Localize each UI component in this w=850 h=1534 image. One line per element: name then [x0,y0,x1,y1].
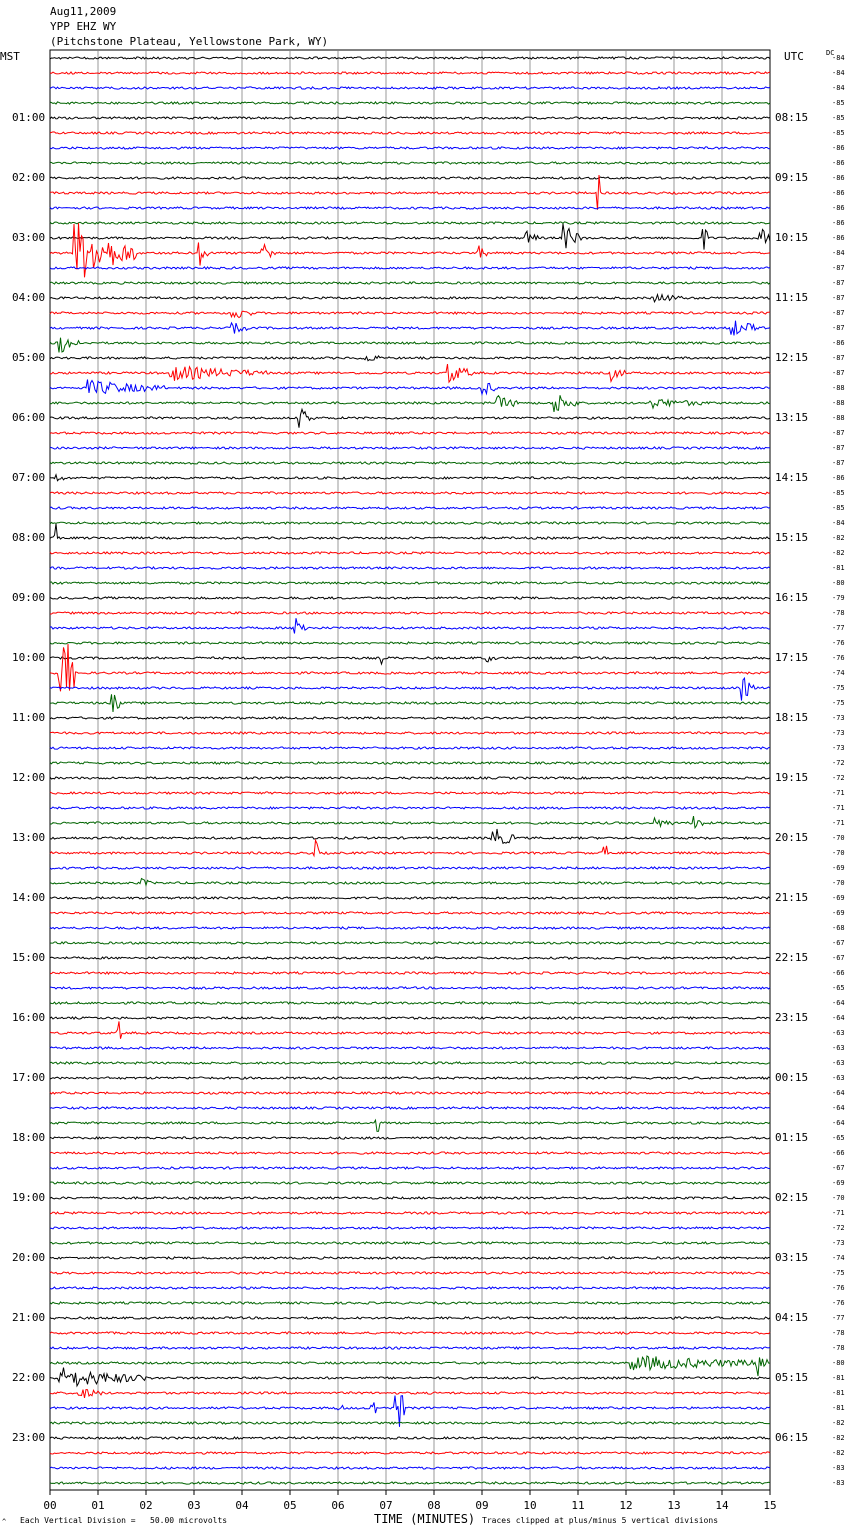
trace-line [50,222,770,224]
trace-line [50,57,770,59]
station-code: YPP EHZ WY [50,20,117,33]
trace-line [50,1332,770,1334]
dc-offset-label: -69 [832,864,845,872]
right-hour-label: 16:15 [775,591,809,604]
dc-offset-label: -82 [832,1419,845,1427]
right-hour-label: 13:15 [775,411,809,424]
x-tick-label: 02 [139,1499,153,1512]
left-hour-label: 19:00 [12,1191,46,1204]
dc-offset-label: -87 [832,294,845,302]
trace-line [50,1368,770,1386]
dc-offset-label: -84 [832,519,845,527]
dc-offset-label: -79 [832,594,845,602]
trace-line [50,1356,770,1376]
trace-line [50,1422,770,1424]
right-hour-label: 20:15 [775,831,809,844]
dc-offset-label: -78 [832,609,845,617]
dc-offset-label: -70 [832,834,845,842]
dc-offset-label: -85 [832,114,845,122]
trace-line [50,642,770,644]
right-hour-label: 18:15 [775,711,809,724]
dc-offset-label: -66 [832,1149,845,1157]
dc-offset-label: -80 [832,579,845,587]
trace-line [50,1227,770,1229]
right-hour-label: 03:15 [775,1251,809,1264]
dc-offset-label: -72 [832,759,845,767]
x-tick-label: 09 [475,1499,489,1512]
dc-offset-label: -86 [832,219,845,227]
left-hour-label: 15:00 [12,951,46,964]
trace-line [50,1002,770,1004]
trace-line [50,338,770,353]
trace-line [50,1242,770,1244]
trace-line [50,807,770,809]
dc-offset-label: -77 [832,624,845,632]
left-hour-label: 10:00 [12,651,46,664]
dc-offset-label: -63 [832,1059,845,1067]
left-hour-label: 14:00 [12,891,46,904]
dc-offset-label: -80 [832,1359,845,1367]
dc-offset-label: -66 [832,969,845,977]
x-tick-label: 04 [235,1499,249,1512]
right-hour-label: 23:15 [775,1011,809,1024]
dc-offset-label: -64 [832,1119,845,1127]
right-hour-label: 11:15 [775,291,809,304]
x-tick-label: 06 [331,1499,345,1512]
trace-line [50,87,770,89]
dc-offset-label: -83 [832,1464,845,1472]
trace-line [50,897,770,899]
right-hour-label: 21:15 [775,891,809,904]
dc-offset-label: -70 [832,849,845,857]
trace-line [50,1062,770,1064]
trace-line [50,311,770,317]
trace-line [50,987,770,989]
trace-line [50,295,770,302]
dc-offset-label: -87 [832,369,845,377]
station-location: (Pitchstone Plateau, Yellowstone Park, WY) [50,35,329,48]
trace-line [50,840,770,855]
dc-offset-label: -75 [832,684,845,692]
x-tick-label: 13 [667,1499,681,1512]
left-hour-label: 21:00 [12,1311,46,1324]
dc-offset-label: -71 [832,1209,845,1217]
dc-offset-label: -88 [832,414,845,422]
dc-offset-label: -63 [832,1074,845,1082]
left-hour-label: 18:00 [12,1131,46,1144]
dc-offset-label: -86 [832,339,845,347]
trace-line [50,132,770,134]
right-hour-label: 08:15 [775,111,809,124]
trace-line [50,747,770,749]
x-tick-label: 00 [43,1499,57,1512]
trace-line [50,942,770,944]
trace-line [50,267,770,269]
dc-offset-label: -86 [832,474,845,482]
trace-line [50,1317,770,1319]
trace-line [50,1047,770,1049]
dc-offset-label: -69 [832,1179,845,1187]
trace-line [50,177,770,179]
scale-note: Each Vertical Division = 50.00 microvolts [20,1516,228,1525]
dc-offset-label: -73 [832,744,845,752]
trace-line [50,1120,770,1131]
dc-offset-label: -76 [832,1299,845,1307]
dc-offset-label: -87 [832,279,845,287]
x-tick-label: 05 [283,1499,297,1512]
trace-line [50,1197,770,1199]
dc-offset-label: -64 [832,1014,845,1022]
dc-offset-label: -68 [832,924,845,932]
dc-offset-label: -87 [832,264,845,272]
dc-offset-label: -73 [832,1239,845,1247]
left-hour-label: 22:00 [12,1371,46,1384]
trace-line [50,829,770,843]
dc-offset-label: -65 [832,984,845,992]
corner-mark: ^ [2,1518,7,1526]
trace-line [50,162,770,164]
dc-offset-label: -67 [832,1164,845,1172]
trace-line [50,678,770,701]
trace-line [50,1347,770,1349]
trace-line [50,552,770,554]
clip-note: Traces clipped at plus/minus 5 vertical divisions [482,1516,719,1525]
trace-line [50,762,770,764]
trace-line [50,1182,770,1184]
right-hour-label: 14:15 [775,471,809,484]
left-hour-label: 09:00 [12,591,46,604]
trace-line [50,321,770,336]
left-hour-label: 04:00 [12,291,46,304]
trace-line [50,447,770,449]
dc-offset-label: -81 [832,1404,845,1412]
x-tick-label: 07 [379,1499,393,1512]
trace-line [50,1452,770,1454]
x-tick-label: 08 [427,1499,441,1512]
dc-offset-label: -81 [832,1374,845,1382]
trace-line [50,957,770,959]
trace-line [50,1257,770,1259]
dc-offset-label: -86 [832,174,845,182]
plot-frame [50,50,770,1490]
trace-line [50,224,770,250]
dc-offset-label: -63 [832,1044,845,1052]
right-hour-label: 22:15 [775,951,809,964]
trace-line [50,1017,770,1019]
trace-line [50,1077,770,1079]
x-axis-label: TIME (MINUTES) [374,1512,476,1526]
dc-offset-label: -74 [832,1254,845,1262]
dc-offset-label: -87 [832,444,845,452]
right-hour-label: 17:15 [775,651,809,664]
trace-line [50,223,770,277]
dc-offset-label: -76 [832,654,845,662]
trace-line [50,1212,770,1214]
dc-offset-label: -63 [832,1029,845,1037]
dc-offset-label: -78 [832,1344,845,1352]
dc-offset-label: -86 [832,204,845,212]
trace-line [50,1482,770,1484]
left-hour-label: 05:00 [12,351,46,364]
left-hour-label: 17:00 [12,1071,46,1084]
dc-offset-label: -86 [832,234,845,242]
trace-line [50,1021,770,1038]
trace-line [50,657,770,664]
trace-line [50,927,770,929]
right-hour-label: 10:15 [775,231,809,244]
trace-line [50,522,770,524]
trace-line [50,717,770,719]
dc-offset-label: -84 [832,69,845,77]
trace-line [50,567,770,569]
dc-offset-label: -86 [832,159,845,167]
dc-offset-label: -69 [832,909,845,917]
left-hour-label: 01:00 [12,111,46,124]
record-date: Aug11,2009 [50,5,117,18]
dc-offset-label: -87 [832,354,845,362]
trace-line [50,409,770,427]
right-hour-label: 12:15 [775,351,809,364]
trace-line [50,492,770,494]
trace-line [50,1287,770,1289]
trace-line [50,380,770,395]
trace-line [50,597,770,599]
dc-offset-label: -88 [832,384,845,392]
dc-offset-label: -71 [832,789,845,797]
dc-offset-label: -87 [832,459,845,467]
dc-offset-label: -81 [832,1389,845,1397]
dc-offset-label: -70 [832,879,845,887]
dc-offset-label: -81 [832,564,845,572]
dc-offset-label: -75 [832,1269,845,1277]
trace-line [50,507,770,509]
dc-offset-label: -84 [832,249,845,257]
dc-offset-label: -73 [832,729,845,737]
trace-line [50,1390,770,1398]
trace-line [50,1302,770,1304]
right-hour-label: 01:15 [775,1131,809,1144]
x-tick-label: 11 [571,1499,585,1512]
dc-offset-label: -84 [832,54,845,62]
dc-offset-label: -74 [832,669,845,677]
right-hour-label: 19:15 [775,771,809,784]
right-hour-label: 00:15 [775,1071,809,1084]
right-hour-label: 04:15 [775,1311,809,1324]
trace-line [50,1107,770,1109]
dc-offset-label: -84 [832,84,845,92]
left-hour-label: 11:00 [12,711,46,724]
trace-line [50,879,770,886]
trace-line [50,1437,770,1439]
trace-line [50,207,770,209]
trace-line [50,972,770,974]
left-hour-label: 16:00 [12,1011,46,1024]
dc-offset-label: -72 [832,774,845,782]
left-hour-label: 03:00 [12,231,46,244]
trace-line [50,582,770,584]
trace-line [50,432,770,434]
trace-line [50,1272,770,1274]
trace-line [50,777,770,779]
dc-offset-label: -87 [832,324,845,332]
trace-line [50,1152,770,1154]
left-hour-label: 06:00 [12,411,46,424]
left-hour-label: 07:00 [12,471,46,484]
left-hour-label: 12:00 [12,771,46,784]
trace-line [50,117,770,119]
dc-offset-label: -76 [832,639,845,647]
trace-line [50,364,770,382]
trace-line [50,72,770,74]
dc-offset-label: -70 [832,1194,845,1202]
dc-offset-label: -72 [832,1224,845,1232]
trace-line [50,618,770,633]
trace-line [50,524,770,539]
x-tick-label: 14 [715,1499,729,1512]
dc-offset-label: -69 [832,894,845,902]
dc-offset-label: -64 [832,1104,845,1112]
trace-line [50,395,770,412]
trace-line [50,732,770,734]
x-tick-label: 03 [187,1499,201,1512]
dc-offset-label: -65 [832,1134,845,1142]
x-tick-label: 12 [619,1499,633,1512]
trace-line [50,1467,770,1469]
dc-offset-label: -86 [832,189,845,197]
left-hour-label: 08:00 [12,531,46,544]
dc-offset-label: -76 [832,1284,845,1292]
trace-line [50,867,770,869]
dc-offset-label: -85 [832,99,845,107]
trace-line [50,1137,770,1139]
right-hour-label: 09:15 [775,171,809,184]
trace-line [50,612,770,614]
dc-offset-label: -71 [832,819,845,827]
dc-offset-label: -67 [832,939,845,947]
dc-offset-label: -82 [832,534,845,542]
trace-line [50,475,770,481]
dc-offset-label: -67 [832,954,845,962]
dc-title: DC [826,49,835,57]
trace-line [50,792,770,794]
x-tick-label: 10 [523,1499,537,1512]
right-hour-label: 06:15 [775,1431,809,1444]
right-hour-label: 02:15 [775,1191,809,1204]
dc-offset-label: -64 [832,999,845,1007]
left-hour-label: 02:00 [12,171,46,184]
trace-line [50,147,770,149]
dc-offset-label: -87 [832,309,845,317]
right-axis-title: UTC [784,50,804,63]
right-hour-label: 05:15 [775,1371,809,1384]
trace-line [50,102,770,104]
trace-line [50,356,770,361]
trace-line [50,1092,770,1094]
right-hour-label: 15:15 [775,531,809,544]
dc-offset-label: -85 [832,504,845,512]
dc-offset-label: -64 [832,1089,845,1097]
trace-line [50,912,770,914]
dc-offset-label: -75 [832,699,845,707]
dc-offset-label: -71 [832,804,845,812]
dc-offset-label: -78 [832,1329,845,1337]
trace-line [50,1167,770,1169]
dc-offset-label: -77 [832,1314,845,1322]
x-tick-label: 15 [763,1499,777,1512]
left-hour-label: 20:00 [12,1251,46,1264]
left-hour-label: 13:00 [12,831,46,844]
dc-offset-label: -85 [832,129,845,137]
x-tick-label: 01 [91,1499,105,1512]
trace-line [50,462,770,464]
dc-offset-label: -83 [832,1479,845,1487]
dc-offset-label: -85 [832,489,845,497]
trace-line [50,644,770,691]
dc-offset-label: -82 [832,1434,845,1442]
dc-offset-label: -82 [832,549,845,557]
dc-offset-label: -82 [832,1449,845,1457]
trace-line [50,694,770,712]
left-axis-title: MST [0,50,20,63]
trace-line [50,175,770,210]
trace-line [50,282,770,284]
trace-line [50,816,770,828]
dc-offset-label: -87 [832,429,845,437]
dc-offset-label: -88 [832,399,845,407]
dc-offset-label: -73 [832,714,845,722]
left-hour-label: 23:00 [12,1431,46,1444]
dc-offset-label: -86 [832,144,845,152]
